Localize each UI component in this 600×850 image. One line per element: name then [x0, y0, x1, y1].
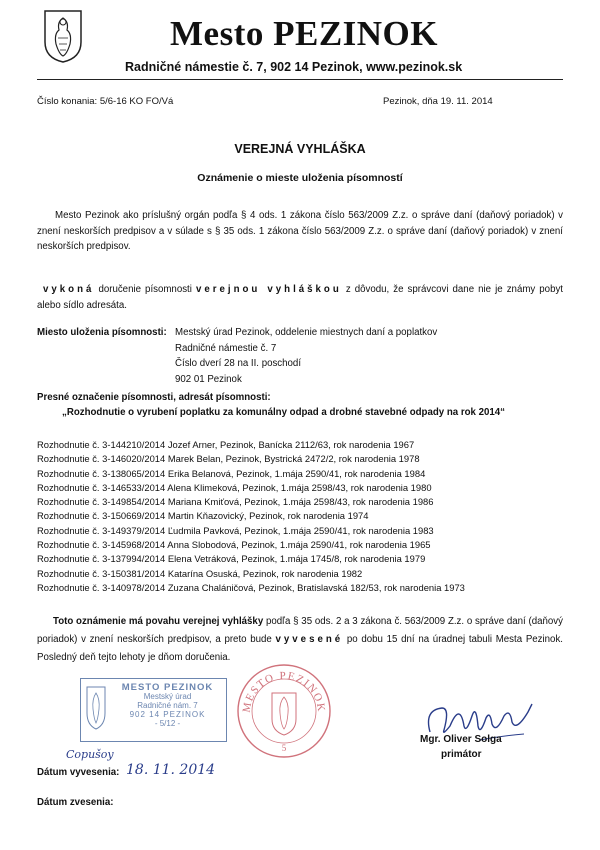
location-line: Číslo dverí 28 na II. poschodí [175, 358, 302, 369]
emphasis-vyvesene: vyvesené [275, 634, 344, 645]
location-lines [175, 325, 437, 387]
decision-item: Rozhodnutie č. 3-137994/2014 Elena Vetráková, Pezinok, 1.mája 1745/8, rok narodenia 1979 [37, 553, 426, 565]
decision-item: Rozhodnutie č. 3-149854/2014 Mariana Kmiťová, Pezinok, 1.mája 2598/43, rok narodenia 1986 [37, 496, 434, 508]
document-subheading: Oznámenie o mieste uloženia písomností [197, 172, 403, 184]
location-label: Miesto uloženia písomnosti: [37, 327, 167, 338]
document-heading: VEREJNÁ VYHLÁŠKA [234, 142, 366, 156]
round-seal-icon [236, 663, 332, 759]
header-address: Radničné námestie č. 7, 902 14 Pezinok, www.pezinok.sk [125, 60, 463, 74]
decision-item: Rozhodnutie č. 3-150381/2014 Katarína Osuská, Pezinok, rok narodenia 1982 [37, 567, 363, 579]
emphasis-verejnou-vyhlaskou: verejnou vyhláškou [195, 284, 342, 295]
seal-text: MESTO PEZINOK [240, 669, 328, 714]
decision-item: Rozhodnutie č. 3-144210/2014 Jozef Arner, Pezinok, Banícka 2112/63, rok narodenia 1967 [37, 439, 415, 450]
signatory-name: Mgr. Oliver Solga [420, 734, 502, 745]
paragraph-delivery: vykoná doručenie písomnosti verejnou vyhláškou z dôvodu, že správcovi dane nie je známy pobyt alebo sídlo adresáta. [37, 284, 563, 311]
signatory-role: primátor [441, 749, 482, 760]
paragraph-posting: Toto oznámenie má povahu verejnej vyhlášky podľa § 35 ods. 2 a 3 zákona č. 563/2009 Z.z. o správe daní (daňový poriadok) v znení neskorších predpisov, a preto bude vyvesené po dobu 15 dní na úradnej tabuli Mesta Pezinok. Posledný deň tejto lehoty je dňom doručenia. [37, 616, 563, 663]
posting-bold: Toto oznámenie má povahu verejnej vyhlášky [53, 616, 264, 627]
decision-list [37, 438, 465, 595]
location-line: 902 01 Pezinok [175, 373, 242, 385]
precise-designation-label: Presné označenie písomnosti, adresát písomnosti: [37, 392, 271, 403]
header-divider [37, 79, 563, 80]
removed-date-label: Dátum zvesenia: [37, 797, 114, 808]
office-stamp: MESTO PEZINOK Mestský úrad Radničné nám. 7 902 14 PEZINOK - 5/12 - [80, 678, 227, 742]
posted-date-label: Dátum vyvesenia: [37, 767, 120, 778]
coat-of-arms-icon [42, 8, 84, 64]
decision-item: Rozhodnutie č. 3-146020/2014 Marek Belan, Pezinok, Bystrická 2472/2, rok narodenia 1978 [37, 453, 420, 465]
decision-item: Rozhodnutie č. 3-138065/2014 Erika Belanová, Pezinok, 1.mája 2590/41, rok narodenia 1984 [37, 467, 426, 479]
emphasis-vykona: vykoná [43, 284, 95, 295]
decision-item: Rozhodnutie č. 3-146533/2014 Alena Klimeková, Pezinok, 1.mája 2598/43, rok narodenia 1980 [37, 481, 432, 493]
page-title: Mesto PEZINOK [170, 14, 439, 53]
paragraph-intro-text: Mesto Pezinok ako príslušný orgán podľa § 4 ods. 1 zákona číslo 563/2009 Z.z. o správe daní (daňový poriadok) v znení neskorších predpisov a v súlade s § 35 ods. 1 zákona číslo 563/2009 Z.z. o správe daní (daňový poriadok) v znení neskorších predpisov. [37, 210, 563, 252]
handwritten-note: Copušoy [66, 748, 114, 761]
posted-date-handwritten: 18. 11. 2014 [126, 762, 216, 778]
place-date: Pezinok, dňa 19. 11. 2014 [383, 96, 493, 107]
document-title-quote: „Rozhodnutie o vyrubení poplatku za komunálny odpad a drobné stavebné odpady na rok 2014“ [62, 407, 506, 418]
seal-number: 5 [281, 743, 287, 753]
decision-item: Rozhodnutie č. 3-145968/2014 Anna Slobodová, Pezinok, 1.mája 2590/41, rok narodenia 1965 [37, 539, 431, 551]
decision-item: Rozhodnutie č. 3-140978/2014 Zuzana Chaláničová, Pezinok, Bratislavská 182/53, rok narodenia 1973 [37, 581, 465, 593]
location-line: Mestský úrad Pezinok, oddelenie miestnych daní a poplatkov [175, 327, 438, 338]
decision-item: Rozhodnutie č. 3-150669/2014 Martin Kňazovický, Pezinok, rok narodenia 1974 [37, 510, 369, 522]
reference-number: Číslo konania: 5/6-16 KO FO/Vá [37, 96, 174, 107]
stamp-crest-icon [85, 685, 107, 731]
location-line: Radničné námestie č. 7 [175, 342, 277, 354]
decision-item: Rozhodnutie č. 3-149379/2014 Ľudmila Pavková, Pezinok, 1.mája 2590/41, rok narodenia 1983 [37, 524, 434, 536]
paragraph-intro [37, 208, 563, 255]
